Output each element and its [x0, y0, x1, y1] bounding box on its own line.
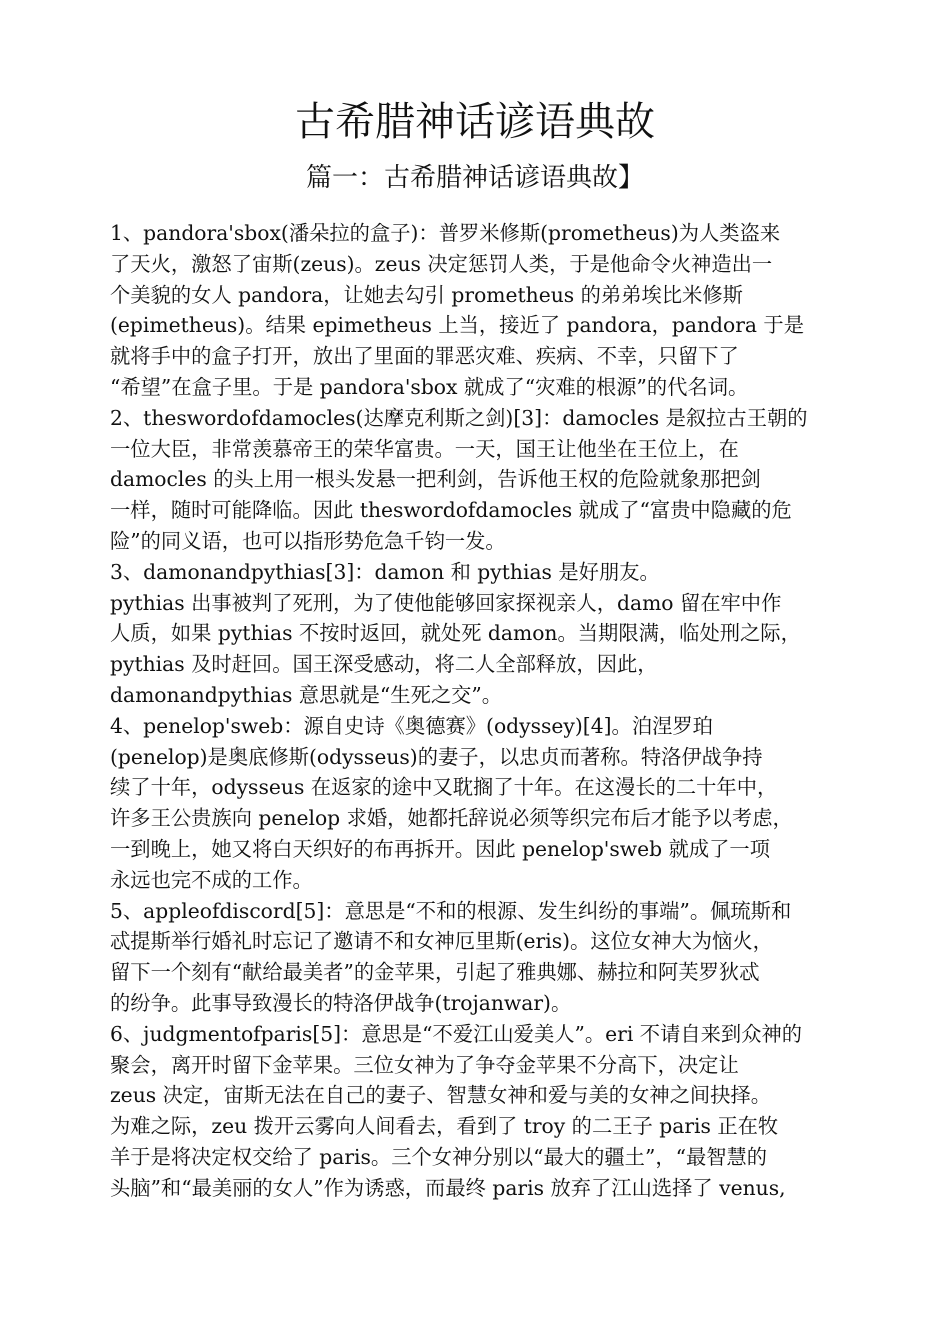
body-line: 头脑”和“最美丽的女人”作为诱惑，而最终 paris 放弃了江山选择了 venus,	[110, 1175, 786, 1200]
body-line: 2、theswordofdamocles(达摩克利斯之剑)[3]：damocles 是叙拉古王朝的	[110, 405, 808, 430]
body-line: 许多王公贵族向 penelop 求婚，她都托辞说必须等织完布后才能予以考虑，	[110, 806, 793, 831]
document-body	[110, 218, 870, 1204]
body-line: 一到晚上，她又将白天织好的布再拆开。因此 penelop'sweb 就成了一项	[110, 836, 770, 861]
body-line: 1、pandora'sbox(潘朵拉的盒子)：普罗米修斯(prometheus)为人类盗来	[110, 221, 781, 245]
body-line: 续了十年，odysseus 在返家的途中又耽搁了十年。在这漫长的二十年中，	[110, 775, 778, 800]
body-line: damocles 的头上用一根头发悬一把利剑，告诉他王权的危险就象那把剑	[110, 467, 761, 492]
body-line: 人质，如果 pythias 不按时返回，就处死 damon。当期限满，临处刑之际，	[110, 621, 801, 646]
body-line: pythias 及时赶回。国王深受感动，将二人全部释放，因此，	[110, 652, 658, 677]
body-line: 聚会，离开时留下金苹果。三位女神为了争夺金苹果不分高下，决定让	[110, 1052, 739, 1077]
body-line: 忒提斯举行婚礼时忘记了邀请不和女神厄里斯(eris)。这位女神大为恼火，	[110, 929, 773, 954]
body-line: damonandpythias 意思就是“生死之交”。	[110, 682, 503, 707]
body-line: 就将手中的盒子打开，放出了里面的罪恶灾难、疾病、不幸，只留下了	[110, 344, 739, 369]
body-line: 险”的同义语，也可以指形势危急千钧一发。	[110, 528, 506, 553]
body-line: (penelop)是奥底修斯(odysseus)的妻子，以忠贞而著称。特洛伊战争持	[110, 744, 763, 769]
document-subtitle: 篇一：古希腊神话谚语典故】	[305, 163, 644, 193]
body-line: pythias 出事被判了死刑，为了使他能够回家探视亲人，damo 留在牢中作	[110, 590, 782, 615]
body-line: 6、judgmentofparis[5]：意思是“不爱江山爱美人”。eri 不请自来到众神的	[110, 1021, 803, 1046]
body-line: 为难之际，zeu 拨开云雾向人间看去，看到了 troy 的二王子 paris 正在牧	[110, 1114, 779, 1139]
body-line: 了天火，激怒了宙斯(zeus)。zeus 决定惩罚人类，于是他命令火神造出一	[110, 251, 773, 276]
document-title: 古希腊神话谚语典故	[295, 99, 655, 145]
body-line: 永远也完不成的工作。	[110, 867, 313, 892]
body-line: 4、penelop'sweb：源自史诗《奥德赛》(odyssey)[4]。泊涅罗珀	[110, 713, 713, 738]
body-line: 5、appleofdiscord[5]：意思是“不和的根源、发生纠纷的事端”。佩琉斯和	[110, 898, 792, 923]
body-line: 个美貌的女人 pandora，让她去勾引 prometheus 的弟弟埃比米修斯	[110, 282, 743, 307]
body-line: 留下一个刻有“献给最美者”的金苹果，引起了雅典娜、赫拉和阿芙罗狄忒	[110, 960, 760, 985]
body-line: (epimetheus)。结果 epimetheus 上当，接近了 pandora，pandora 于是	[110, 313, 804, 338]
body-line: 的纷争。此事导致漫长的特洛伊战争(trojanwar)。	[110, 990, 572, 1015]
body-line: 一样，随时可能降临。因此 theswordofdamocles 就成了“富贵中隐藏的危	[110, 498, 792, 523]
body-line: 一位大臣，非常羡慕帝王的荣华富贵。一天，国王让他坐在王位上，在	[110, 436, 739, 461]
body-line: “希望”在盒子里。于是 pandora'sbox 就成了“灾难的根源”的代名词。	[110, 374, 749, 399]
body-line: 羊于是将决定权交给了 paris。三个女神分别以“最大的疆土”，“最智慧的	[110, 1144, 768, 1169]
body-line: zeus 决定，宙斯无法在自己的妻子、智慧女神和爱与美的女神之间抉择。	[110, 1083, 772, 1108]
body-line: 3、damonandpythias[3]：damon 和 pythias 是好朋友。	[110, 559, 660, 584]
